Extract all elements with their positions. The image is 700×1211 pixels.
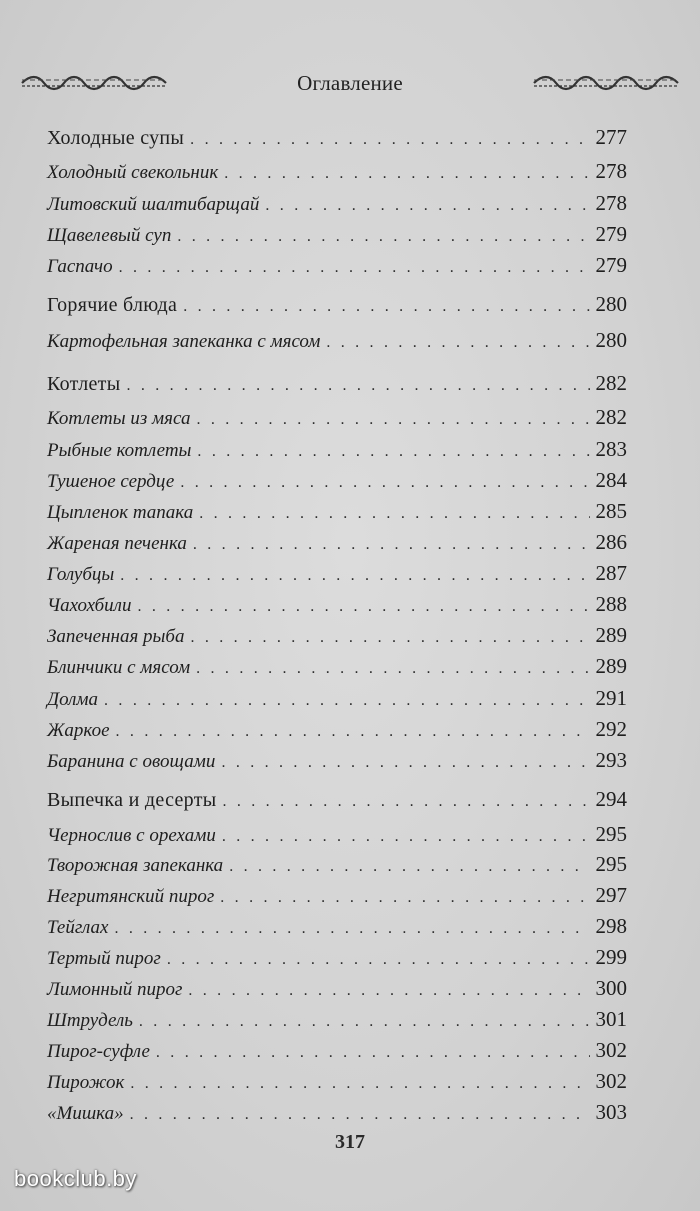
- toc-entry-page: 287: [595, 561, 627, 585]
- right-ornament-icon: [532, 73, 680, 93]
- dot-leader: [326, 334, 589, 352]
- toc-entry-title: Щавелевый суп: [47, 225, 172, 246]
- dot-leader: [190, 131, 589, 149]
- toc-entry-page: 278: [595, 159, 627, 183]
- toc-entry-title: Творожная запеканка: [47, 855, 224, 876]
- toc-entry-row: [47, 253, 627, 283]
- dot-leader: [180, 474, 589, 492]
- toc-entry-title: Картофельная запеканка с мясом: [47, 331, 321, 352]
- toc-entry-title: Запеченная рыба: [47, 626, 185, 647]
- toc-entry-title: Тейглах: [47, 917, 109, 938]
- toc-entry-page: 283: [595, 437, 627, 461]
- toc-entry-row: [47, 748, 627, 778]
- watermark-logo: bookclub.by: [14, 1166, 137, 1191]
- toc-entry-page: 299: [595, 945, 627, 969]
- toc-entry-title: Рыбные котлеты: [47, 440, 192, 461]
- toc-entry-page: 302: [595, 1069, 627, 1093]
- page-header: [20, 66, 680, 100]
- dot-leader: [265, 197, 589, 215]
- dot-leader: [126, 377, 589, 395]
- toc-section-row: [47, 125, 627, 155]
- toc-entry-row: [47, 822, 627, 852]
- toc-entry-row: [47, 976, 627, 1006]
- toc-entry-page: 303: [595, 1100, 627, 1124]
- toc-entry-row: [47, 623, 627, 653]
- toc-entry-page: 297: [595, 883, 627, 907]
- toc-entry-page: 295: [595, 822, 627, 846]
- toc-entry-title: Цыпленок тапака: [47, 502, 194, 523]
- left-ornament-icon: [20, 73, 168, 93]
- toc-entry-page: 289: [595, 654, 627, 678]
- toc-entry-page: 278: [595, 191, 627, 215]
- toc-entry-title: Котлеты из мяса: [47, 408, 191, 429]
- toc-entry-page: 279: [595, 222, 627, 246]
- dot-leader: [229, 858, 589, 876]
- toc-entry-row: [47, 686, 627, 716]
- dot-leader: [183, 298, 589, 316]
- toc-entry-page: 289: [595, 623, 627, 647]
- toc-entry-row: [47, 1100, 627, 1130]
- toc-entry-title: Жаркое: [47, 720, 110, 741]
- dot-leader: [220, 889, 589, 907]
- toc-entry-page: 286: [595, 530, 627, 554]
- toc-entry-page: 300: [595, 976, 627, 1000]
- toc-entry-page: 282: [595, 405, 627, 429]
- toc-entry-page: 282: [595, 371, 627, 395]
- toc-entry-page: 277: [595, 125, 627, 149]
- toc-entry-title: Чернослив с орехами: [47, 825, 216, 846]
- toc-entry-row: [47, 222, 627, 252]
- toc-entry-title: Жареная печенка: [47, 533, 187, 554]
- toc-entry-title: Штрудель: [47, 1010, 133, 1031]
- dot-leader: [177, 228, 589, 246]
- toc-entry-title: Чахохбили: [47, 595, 132, 616]
- toc-entry-title: Тертый пирог: [47, 948, 161, 969]
- toc-entry-row: [47, 654, 627, 684]
- toc-entry-page: 293: [595, 748, 627, 772]
- toc-entry-title: Горячие блюда: [47, 294, 178, 316]
- toc-entry-title: Баранина с овощами: [47, 751, 216, 772]
- dot-leader: [120, 567, 589, 585]
- toc-entry-row: [47, 883, 627, 913]
- page-number: 317: [335, 1131, 365, 1153]
- toc-entry-row: [47, 437, 627, 467]
- toc-entry-row: [47, 405, 627, 435]
- toc-entry-row: [47, 592, 627, 622]
- dot-leader: [199, 505, 589, 523]
- toc-entry-page: 295: [595, 852, 627, 876]
- toc-entry-title: Котлеты: [47, 373, 121, 395]
- dot-leader: [197, 443, 589, 461]
- dot-leader: [130, 1075, 589, 1093]
- dot-leader: [156, 1044, 590, 1062]
- toc-entry-page: 302: [595, 1038, 627, 1062]
- dot-leader: [224, 165, 589, 183]
- toc-entry-page: 292: [595, 717, 627, 741]
- toc-entry-row: [47, 914, 627, 944]
- toc-entry-page: 294: [595, 787, 627, 811]
- toc-entry-page: 301: [595, 1007, 627, 1031]
- dot-leader: [193, 536, 590, 554]
- toc-entry-title: Пирожок: [47, 1072, 125, 1093]
- toc-entry-row: [47, 1038, 627, 1068]
- toc-entry-title: Негритянский пирог: [47, 886, 215, 907]
- dot-leader: [104, 692, 589, 710]
- toc-entry-title: Литовский шалтибарщай: [47, 194, 260, 215]
- toc-entry-row: [47, 499, 627, 529]
- toc-entry-page: 284: [595, 468, 627, 492]
- dot-leader: [190, 629, 589, 647]
- toc-entry-page: 279: [595, 253, 627, 277]
- dot-leader: [139, 1013, 590, 1031]
- toc-entry-title: Блинчики с мясом: [47, 657, 191, 678]
- toc-entry-row: [47, 945, 627, 975]
- dot-leader: [221, 754, 589, 772]
- toc-entry-page: 280: [595, 292, 627, 316]
- dot-leader: [167, 951, 590, 969]
- toc-entry-row: [47, 1007, 627, 1037]
- toc-entry-title: Холодный свекольник: [47, 162, 219, 183]
- dot-leader: [222, 828, 590, 846]
- toc-entry-title: Тушеное сердце: [47, 471, 175, 492]
- toc-entry-page: 280: [595, 328, 627, 352]
- toc-entry-row: [47, 561, 627, 591]
- dot-leader: [119, 259, 590, 277]
- toc-entry-row: [47, 468, 627, 498]
- toc-entry-page: 298: [595, 914, 627, 938]
- toc-section-row: [47, 371, 627, 401]
- dot-leader: [130, 1106, 590, 1124]
- dot-leader: [114, 920, 589, 938]
- toc-entry-title: Гаспачо: [47, 256, 113, 277]
- toc-entry-row: [47, 328, 627, 358]
- toc-entry-title: Голубцы: [47, 564, 115, 585]
- dot-leader: [137, 598, 589, 616]
- toc-entry-page: 285: [595, 499, 627, 523]
- toc-entry-title: Лимонный пирог: [47, 979, 183, 1000]
- toc-entry-row: [47, 717, 627, 747]
- toc-entry-title: «Мишка»: [47, 1103, 124, 1124]
- toc-entry-row: [47, 852, 627, 882]
- toc-entry-title: Выпечка и десерты: [47, 789, 217, 811]
- toc-section-row: [47, 292, 627, 322]
- toc-entry-title: Пирог-суфле: [47, 1041, 150, 1062]
- dot-leader: [222, 793, 589, 811]
- toc-entry-title: Долма: [47, 689, 99, 710]
- dot-leader: [196, 411, 589, 429]
- dot-leader: [196, 660, 589, 678]
- dot-leader: [116, 723, 590, 741]
- toc-entry-page: 288: [595, 592, 627, 616]
- toc-section-row: [47, 787, 627, 817]
- toc-entry-row: [47, 530, 627, 560]
- toc-entry-row: [47, 191, 627, 221]
- toc-entry-row: [47, 1069, 627, 1099]
- toc-entry-row: [47, 159, 627, 189]
- toc-entry-title: Холодные супы: [47, 127, 185, 149]
- toc-entry-page: 291: [595, 686, 627, 710]
- toc-heading: Оглавление: [297, 70, 403, 95]
- dot-leader: [188, 982, 589, 1000]
